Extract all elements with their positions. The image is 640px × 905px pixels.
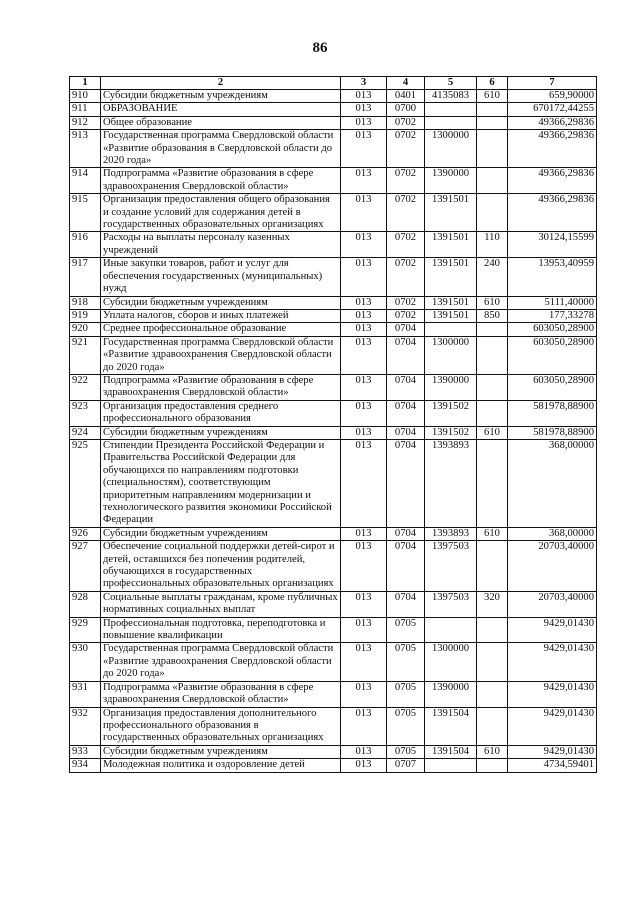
row-amount: 368,00000 <box>508 527 597 540</box>
row-target-code: 1393893 <box>425 439 477 527</box>
row-ved-code: 013 <box>341 426 387 439</box>
row-target-code <box>425 617 477 643</box>
row-expense-type <box>477 439 508 527</box>
table-row <box>70 374 597 400</box>
table-row <box>70 232 597 258</box>
row-section-code: 0702 <box>387 116 425 129</box>
table-header-row <box>70 77 597 90</box>
page-number: 86 <box>312 40 328 56</box>
row-section-code: 0704 <box>387 591 425 617</box>
row-target-code: 1397503 <box>425 591 477 617</box>
budget-table <box>69 76 597 773</box>
row-section-code: 0705 <box>387 617 425 643</box>
table-row <box>70 745 597 758</box>
row-target-code: 1393893 <box>425 527 477 540</box>
row-name: Субсидии бюджетным учреждениям <box>101 745 341 758</box>
row-ved-code: 013 <box>341 681 387 707</box>
row-amount: 20703,40000 <box>508 591 597 617</box>
row-amount: 4734,59401 <box>508 759 597 772</box>
row-expense-type <box>477 323 508 336</box>
row-name: Субсидии бюджетным учреждениям <box>101 527 341 540</box>
row-target-code: 1391502 <box>425 400 477 426</box>
row-section-code: 0704 <box>387 323 425 336</box>
table-row <box>70 643 597 681</box>
row-ved-code: 013 <box>341 541 387 592</box>
row-name: Общее образование <box>101 116 341 129</box>
row-target-code: 1391504 <box>425 745 477 758</box>
table-row <box>70 426 597 439</box>
row-ved-code: 013 <box>341 309 387 322</box>
row-expense-type: 610 <box>477 745 508 758</box>
row-section-code: 0704 <box>387 400 425 426</box>
row-amount: 670172,44255 <box>508 103 597 116</box>
row-number: 911 <box>70 103 101 116</box>
row-target-code: 1391501 <box>425 258 477 296</box>
table-row <box>70 681 597 707</box>
row-name: Обеспечение социальной поддержки детей-сирот и детей, оставшихся без попечения родителей, обучающихся в государственных профессиональных образовательных организациях <box>101 541 341 592</box>
row-target-code <box>425 759 477 772</box>
table-row <box>70 707 597 745</box>
table-row <box>70 258 597 296</box>
row-ved-code: 013 <box>341 296 387 309</box>
row-section-code: 0702 <box>387 232 425 258</box>
row-amount: 49366,29836 <box>508 130 597 168</box>
row-number: 914 <box>70 168 101 194</box>
row-section-code: 0702 <box>387 309 425 322</box>
row-number: 928 <box>70 591 101 617</box>
row-number: 913 <box>70 130 101 168</box>
row-number: 922 <box>70 374 101 400</box>
row-target-code: 1397503 <box>425 541 477 592</box>
header-col-7: 7 <box>508 77 597 90</box>
row-expense-type: 110 <box>477 232 508 258</box>
row-expense-type: 610 <box>477 527 508 540</box>
row-ved-code: 013 <box>341 130 387 168</box>
row-number: 917 <box>70 258 101 296</box>
row-target-code: 1300000 <box>425 130 477 168</box>
row-expense-type <box>477 643 508 681</box>
row-amount: 9429,01430 <box>508 643 597 681</box>
row-ved-code: 013 <box>341 759 387 772</box>
row-name: Подпрограмма «Развитие образования в сфере здравоохранения Свердловской области» <box>101 168 341 194</box>
row-section-code: 0707 <box>387 759 425 772</box>
row-name: Государственная программа Свердловской области «Развитие образования в Свердловской области до 2020 года» <box>101 130 341 168</box>
row-ved-code: 013 <box>341 168 387 194</box>
row-expense-type <box>477 707 508 745</box>
row-target-code: 1390000 <box>425 374 477 400</box>
row-target-code: 1391501 <box>425 296 477 309</box>
row-number: 931 <box>70 681 101 707</box>
table-row <box>70 168 597 194</box>
row-expense-type <box>477 194 508 232</box>
header-col-1: 1 <box>70 77 101 90</box>
row-target-code: 1300000 <box>425 643 477 681</box>
row-section-code: 0705 <box>387 745 425 758</box>
row-number: 927 <box>70 541 101 592</box>
header-col-2: 2 <box>101 77 341 90</box>
row-ved-code: 013 <box>341 643 387 681</box>
row-amount: 49366,29836 <box>508 168 597 194</box>
row-name: Организация предоставления дополнительного профессионального образования в государственных образовательных организациях <box>101 707 341 745</box>
row-number: 912 <box>70 116 101 129</box>
table-row <box>70 130 597 168</box>
row-ved-code: 013 <box>341 323 387 336</box>
table-row <box>70 309 597 322</box>
row-ved-code: 013 <box>341 232 387 258</box>
table-body <box>70 90 597 773</box>
row-expense-type <box>477 130 508 168</box>
table-row <box>70 296 597 309</box>
row-name: Подпрограмма «Развитие образования в сфере здравоохранения Свердловской области» <box>101 681 341 707</box>
row-section-code: 0705 <box>387 707 425 745</box>
row-expense-type: 320 <box>477 591 508 617</box>
row-ved-code: 013 <box>341 258 387 296</box>
row-amount: 20703,40000 <box>508 541 597 592</box>
row-number: 910 <box>70 90 101 103</box>
row-expense-type: 850 <box>477 309 508 322</box>
table-row <box>70 439 597 527</box>
row-expense-type: 610 <box>477 90 508 103</box>
row-target-code: 4135083 <box>425 90 477 103</box>
row-number: 926 <box>70 527 101 540</box>
table-row <box>70 591 597 617</box>
header-col-6: 6 <box>477 77 508 90</box>
row-name: Молодежная политика и оздоровление детей <box>101 759 341 772</box>
row-number: 925 <box>70 439 101 527</box>
row-ved-code: 013 <box>341 336 387 374</box>
row-section-code: 0704 <box>387 426 425 439</box>
row-target-code <box>425 116 477 129</box>
row-number: 929 <box>70 617 101 643</box>
row-number: 918 <box>70 296 101 309</box>
row-target-code: 1391502 <box>425 426 477 439</box>
table-row <box>70 541 597 592</box>
row-amount: 659,90000 <box>508 90 597 103</box>
row-target-code: 1300000 <box>425 336 477 374</box>
row-name: Субсидии бюджетным учреждениям <box>101 426 341 439</box>
row-ved-code: 013 <box>341 194 387 232</box>
row-number: 919 <box>70 309 101 322</box>
row-expense-type: 240 <box>477 258 508 296</box>
row-amount: 603050,28900 <box>508 374 597 400</box>
row-name: Профессиональная подготовка, переподготовка и повышение квалификации <box>101 617 341 643</box>
row-ved-code: 013 <box>341 90 387 103</box>
row-ved-code: 013 <box>341 745 387 758</box>
table-row <box>70 617 597 643</box>
row-number: 915 <box>70 194 101 232</box>
row-section-code: 0704 <box>387 336 425 374</box>
row-expense-type: 610 <box>477 426 508 439</box>
row-amount: 9429,01430 <box>508 681 597 707</box>
row-ved-code: 013 <box>341 527 387 540</box>
row-expense-type: 610 <box>477 296 508 309</box>
row-name: Субсидии бюджетным учреждениям <box>101 90 341 103</box>
row-amount: 13953,40959 <box>508 258 597 296</box>
table-row <box>70 759 597 772</box>
row-ved-code: 013 <box>341 591 387 617</box>
row-name: Организация предоставления общего образования и создание условий для содержания детей в государственных образовательных организациях <box>101 194 341 232</box>
table-row <box>70 90 597 103</box>
row-section-code: 0705 <box>387 681 425 707</box>
row-target-code: 1391501 <box>425 232 477 258</box>
row-amount: 603050,28900 <box>508 336 597 374</box>
header-col-5: 5 <box>425 77 477 90</box>
row-expense-type <box>477 617 508 643</box>
row-name: Среднее профессиональное образование <box>101 323 341 336</box>
row-section-code: 0704 <box>387 374 425 400</box>
table-row <box>70 103 597 116</box>
row-name: Субсидии бюджетным учреждениям <box>101 296 341 309</box>
row-ved-code: 013 <box>341 439 387 527</box>
row-name: Подпрограмма «Развитие образования в сфере здравоохранения Свердловской области» <box>101 374 341 400</box>
row-expense-type <box>477 400 508 426</box>
table-row <box>70 400 597 426</box>
row-expense-type <box>477 336 508 374</box>
header-col-3: 3 <box>341 77 387 90</box>
table-row <box>70 336 597 374</box>
row-amount: 49366,29836 <box>508 116 597 129</box>
row-target-code: 1390000 <box>425 681 477 707</box>
row-amount: 5111,40000 <box>508 296 597 309</box>
row-name: Стипендии Президента Российской Федерации и Правительства Российской Федерации для обучающихся по направлениям подготовки (специальностям), соответствующим приоритетным направлениям модернизации и технологического развития экономики Российской Федерации <box>101 439 341 527</box>
row-expense-type <box>477 116 508 129</box>
row-target-code: 1391501 <box>425 194 477 232</box>
row-name: Расходы на выплаты персоналу казенных учреждений <box>101 232 341 258</box>
row-name: Уплата налогов, сборов и иных платежей <box>101 309 341 322</box>
row-amount: 177,33278 <box>508 309 597 322</box>
row-number: 933 <box>70 745 101 758</box>
row-section-code: 0700 <box>387 103 425 116</box>
row-section-code: 0702 <box>387 194 425 232</box>
row-name: Социальные выплаты гражданам, кроме публичных нормативных социальных выплат <box>101 591 341 617</box>
row-number: 932 <box>70 707 101 745</box>
row-section-code: 0704 <box>387 439 425 527</box>
row-target-code <box>425 323 477 336</box>
row-name: ОБРАЗОВАНИЕ <box>101 103 341 116</box>
row-ved-code: 013 <box>341 103 387 116</box>
row-amount: 49366,29836 <box>508 194 597 232</box>
row-target-code: 1391501 <box>425 309 477 322</box>
row-name: Государственная программа Свердловской области «Развитие здравоохранения Свердловской области до 2020 года» <box>101 643 341 681</box>
row-expense-type <box>477 374 508 400</box>
row-amount: 9429,01430 <box>508 745 597 758</box>
row-expense-type <box>477 541 508 592</box>
row-section-code: 0702 <box>387 130 425 168</box>
row-target-code <box>425 103 477 116</box>
row-amount: 30124,15599 <box>508 232 597 258</box>
row-section-code: 0702 <box>387 258 425 296</box>
row-amount: 9429,01430 <box>508 707 597 745</box>
row-number: 920 <box>70 323 101 336</box>
row-name: Организация предоставления среднего профессионального образования <box>101 400 341 426</box>
row-number: 930 <box>70 643 101 681</box>
row-section-code: 0702 <box>387 168 425 194</box>
row-expense-type <box>477 759 508 772</box>
row-section-code: 0704 <box>387 541 425 592</box>
row-number: 916 <box>70 232 101 258</box>
row-name: Иные закупки товаров, работ и услуг для обеспечения государственных (муниципальных) нужд <box>101 258 341 296</box>
row-target-code: 1391504 <box>425 707 477 745</box>
row-amount: 603050,28900 <box>508 323 597 336</box>
row-ved-code: 013 <box>341 400 387 426</box>
row-section-code: 0704 <box>387 527 425 540</box>
row-target-code: 1390000 <box>425 168 477 194</box>
row-amount: 581978,88900 <box>508 426 597 439</box>
row-number: 924 <box>70 426 101 439</box>
table-row <box>70 194 597 232</box>
row-amount: 9429,01430 <box>508 617 597 643</box>
row-expense-type <box>477 681 508 707</box>
row-section-code: 0702 <box>387 296 425 309</box>
row-amount: 368,00000 <box>508 439 597 527</box>
table-row <box>70 116 597 129</box>
row-ved-code: 013 <box>341 116 387 129</box>
row-number: 923 <box>70 400 101 426</box>
row-expense-type <box>477 168 508 194</box>
row-ved-code: 013 <box>341 707 387 745</box>
row-amount: 581978,88900 <box>508 400 597 426</box>
table-row <box>70 527 597 540</box>
row-name: Государственная программа Свердловской области «Развитие здравоохранения Свердловской области до 2020 года» <box>101 336 341 374</box>
row-expense-type <box>477 103 508 116</box>
row-number: 921 <box>70 336 101 374</box>
row-section-code: 0401 <box>387 90 425 103</box>
row-number: 934 <box>70 759 101 772</box>
row-ved-code: 013 <box>341 374 387 400</box>
row-section-code: 0705 <box>387 643 425 681</box>
table-row <box>70 323 597 336</box>
row-ved-code: 013 <box>341 617 387 643</box>
header-col-4: 4 <box>387 77 425 90</box>
